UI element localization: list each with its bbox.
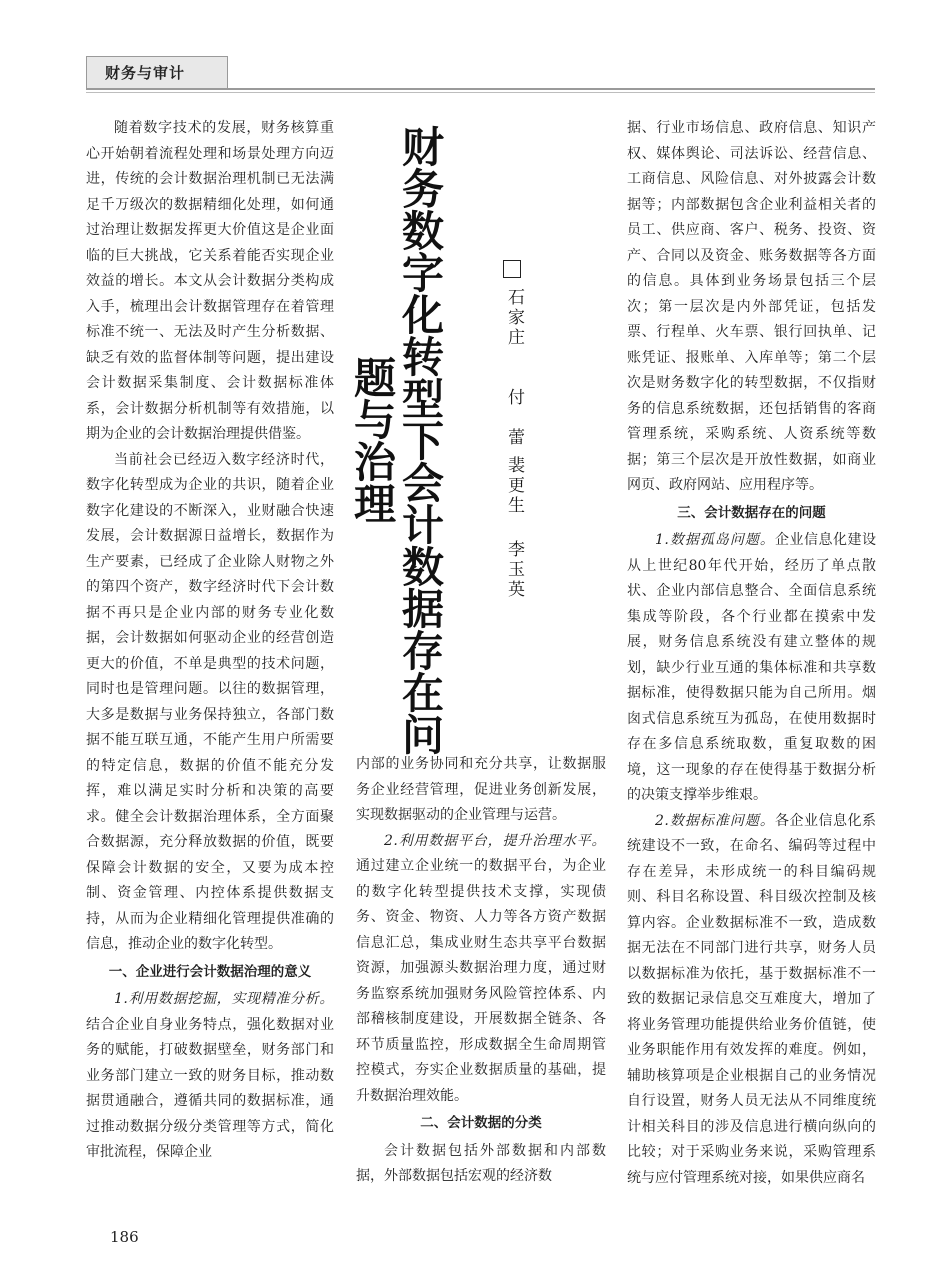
subheading-1-1: 1.利用数据挖掘，实现精准分析。 <box>114 991 334 1007</box>
article-title: 财务数字化转型下会计数据存在问题与治理 <box>348 125 445 755</box>
author-name-2: 裴更生 <box>504 456 524 516</box>
subheading-1-2: 2.利用数据平台，提升治理水平。 <box>384 832 606 849</box>
body-paragraph: 内部的业务协同和充分共享，让数据服务企业经营管理，促进业务创新发展，实现数据驱动的企业管理与运营。 <box>356 756 606 823</box>
header-rule-thin <box>86 92 875 93</box>
subheading-3-2: 2.数据标准问题。 <box>655 812 775 829</box>
section-heading-2: 二、会计数据的分类 <box>420 1115 542 1131</box>
author-name-3: 李玉英 <box>504 540 524 600</box>
abstract-paragraph: 随着数字技术的发展，财务核算重心开始朝着流程处理和场景处理方向迈进，传统的会计数据治理机制已无法满足千万级次的数据精细化处理，如何通过治理让数据发挥更大价值这是企业面临的巨大挑战，它关系着能否实现企业效益的增长。本文从会计数据分类构成入手，梳理出会计数据管理存在着管理标准不统一、无法及时产生分析数据、缺乏有效的监督体制等问题，提出建设会计数据采集制度、会计数据标准体系，会计数据分析机制等有效措施，以期为企业的会计数据治理提供借鉴。 <box>86 120 334 442</box>
author-marker-icon <box>503 260 521 278</box>
body-paragraph: 各企业信息化系统建设不一致，在命名、编码等过程中存在差异，未形成统一的科目编码规则、科目名称设置、科目级次控制及核算内容。企业数据标准不一致，造成数据无法在不同部门进行共享，财务人员以数据标准为依托，基于数据标准不一致的数据记录信息交互难度大，增加了将业务管理功能提供给业务价值链，使业务职能作用有效发挥的难度。例如，辅助核算项是企业根据自己的业务情况自行设置，财务人员无法从不同维度统计相关科目的涉及信息进行横向纵向的比较；对于采购业务来说，采购管理系统与应付管理系统对接，如果供应商名 <box>627 812 876 1186</box>
column-middle <box>356 752 606 1190</box>
page-number: 186 <box>110 1228 139 1246</box>
section-header-tab: 财务与审计 <box>86 56 228 88</box>
author-name-1: 付 蕾 <box>504 388 524 448</box>
column-right <box>627 116 876 1191</box>
section-heading-3: 三、会计数据存在的问题 <box>677 504 826 521</box>
section-heading-1: 一、企业进行会计数据治理的意义 <box>108 963 312 980</box>
body-paragraph: 会计数据包括外部数据和内部数据，外部数据包括宏观的经济数 <box>356 1142 606 1184</box>
body-paragraph: 结合企业自身业务特点，强化数据对业务的赋能，打破数据壁垒，财务部门和业务部门建立一致的财务目标，推动数据贯通融合，遵循共同的数据标准，通过推动数据分级分类管理等方式，简化审批流程，保障企业 <box>86 1016 334 1160</box>
intro-paragraph: 当前社会已经迈入数字经济时代，数字化转型成为企业的共识，随着企业数字化建设的不断深入，业财融合快速发展，会计数据源日益增长，数据作为生产要素，已经成了企业除人财物之外的第四个资产，数字经济时代下会计数据不再只是企业内部的财务专业化数据，会计数据如何驱动企业的经营创造更大的价值，不单是典型的技术问题，同时也是管理问题。以往的数据管理，大多是数据与业务保持独立，各部门数据不能互联互通，不能产生用户所需要的特定信息，数据的价值不能充分发挥，难以满足实时分析和决策的高要求。健全会计数据治理体系，全方面聚合数据源，充分释放数据的价值，既要保障会计数据的安全，又要为成本控制、资金管理、内控体系提供数据支持，从而为企业精细化管理提供准确的信息，推动企业的数字化转型。 <box>86 451 334 952</box>
body-paragraph: 企业信息化建设从上世纪80年代开始，经历了单点散状、企业内部信息整合、全面信息系统集成等阶段，各个行业都在摸索中发展，财务信息系统没有建立整体的规划，缺少行业互通的集体标准和共享数据标准，使得数据只能为自己所用。烟囱式信息系统互为孤岛，在使用数据时存在多信息系统取数，重复取数的困境，这一现象的存在使得基于数据分析的决策支撑举步维艰。 <box>627 532 876 803</box>
body-paragraph: 通过建立企业统一的数据平台，为企业的数字化转型提供技术支撑，实现债务、资金、物资、人力等各方资产数据信息汇总，集成业财生态共享平台数据资源，加强源头数据治理力度，通过财务监察系统加强财务风险管控体系、内部稽核制度建设，开展数据全链条、各环节质量监控，形成数据全生命周期管控模式，夯实企业数据质量的基础，提升数据治理效能。 <box>356 858 606 1104</box>
header-rule <box>86 88 875 90</box>
column-left <box>86 116 334 1166</box>
body-paragraph: 据、行业市场信息、政府信息、知识产权、媒体舆论、司法诉讼、经营信息、工商信息、风险信息、对外披露会计数据等；内部数据包含企业利益相关者的员工、供应商、客户、税务、投资、资产、合同以及资金、账务数据等各方面的信息。具体到业务场景包括三个层次；第一层次是内外部凭证，包括发票、行程单、火车票、银行回执单、记账凭证、报账单、入库单等；第二个层次是财务数字化的转型数据，不仅指财务的信息系统数据，还包括销售的客商管理系统，采购系统、人资系统等数据；第三个层次是开放性数据，如商业网页、政府网站、应用程序等。 <box>627 120 876 493</box>
subheading-3-1: 1.数据孤岛问题。 <box>655 532 775 548</box>
author-affiliation: 石家庄 <box>504 288 524 348</box>
